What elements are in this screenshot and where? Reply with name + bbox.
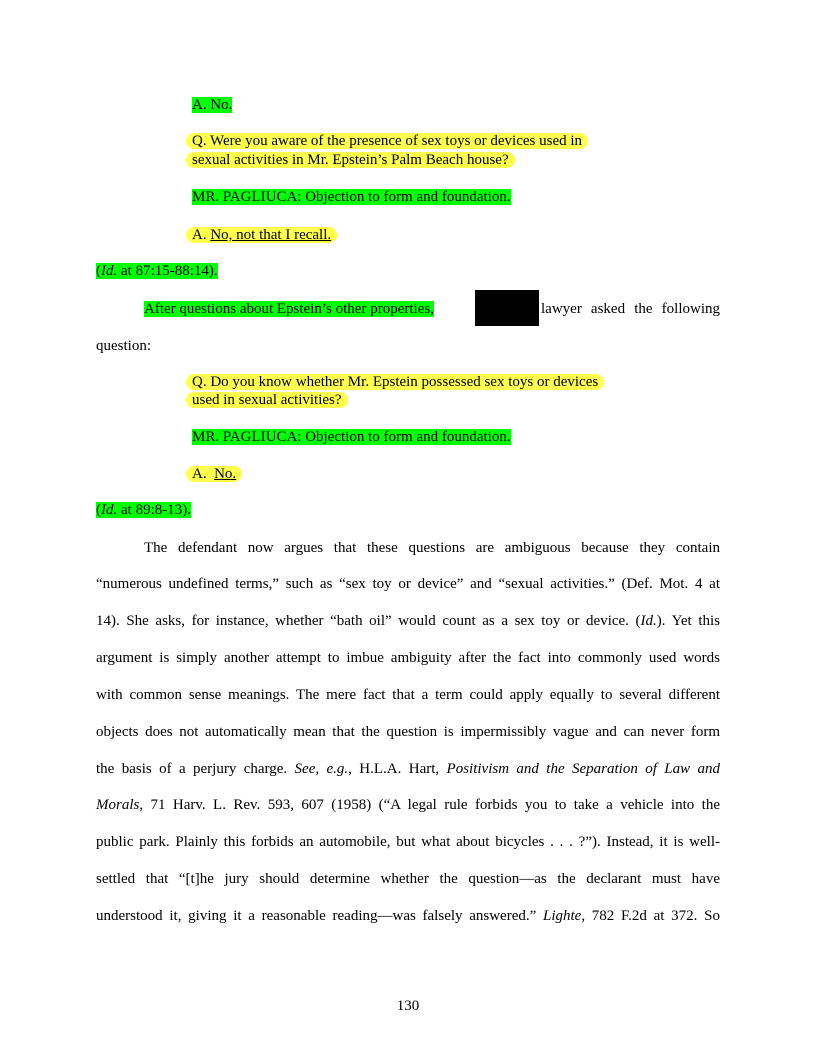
transition-line xyxy=(144,300,434,319)
citation-2-id: Id. xyxy=(101,502,118,518)
page-number: 130 xyxy=(396,998,420,1014)
answer-3-prefix: A. xyxy=(192,466,215,482)
citation-1 xyxy=(96,262,218,281)
body-line-7-see: See, e.g. xyxy=(294,761,349,777)
redaction-box xyxy=(475,290,539,326)
body-line-6-text: objects does not automatically mean that the question is impermissibly vague and can never form xyxy=(96,724,720,740)
body-line-10-text: settled that “[t]he jury should determine whether the question—as the declarant must have xyxy=(96,871,720,887)
body-line-1 xyxy=(144,539,720,558)
answer-2-text: No, not that I recall. xyxy=(210,227,332,243)
citation-2 xyxy=(96,501,191,520)
objection-1 xyxy=(192,188,511,207)
transition-highlighted: After questions about Epstein’s other properties, xyxy=(144,301,434,317)
body-line-3a: 14). She asks, for instance, whether “bath oil” would count as a sex toy or device. ( xyxy=(96,613,641,629)
answer-3-text: No. xyxy=(214,466,237,482)
answer-2 xyxy=(186,226,337,245)
answer-3-highlight xyxy=(186,466,242,482)
body-line-11b: , 782 F.2d at 372. So xyxy=(581,908,720,924)
body-line-11a: understood it, giving it a reasonable reading—was falsely answered.” xyxy=(96,908,543,924)
answer-2-prefix: A. xyxy=(192,227,211,243)
body-line-8-title: Morals xyxy=(96,797,140,813)
question-2-line-2-text: used in sexual activities? xyxy=(186,392,348,408)
body-line-3-id: Id. xyxy=(640,613,657,629)
body-line-11-case: Lighte xyxy=(543,908,582,924)
body-line-7 xyxy=(96,760,720,779)
body-line-9-text: public park. Plainly this forbids an automobile, but what about bicycles . . . ?”). Instead, it is well- xyxy=(96,834,720,850)
answer-no-1 xyxy=(192,96,232,115)
answer-no-1-text: A. No. xyxy=(192,97,233,113)
body-line-7a: the basis of a perjury charge. xyxy=(96,761,295,777)
question-1-line-1 xyxy=(186,132,588,151)
body-line-4 xyxy=(96,649,720,668)
citation-1-id: Id. xyxy=(101,263,118,279)
citation-1-text: (Id. at 87:15-88:14). xyxy=(96,263,218,279)
body-line-9 xyxy=(96,833,720,852)
answer-3 xyxy=(186,465,242,484)
objection-2-text: MR. PAGLIUCA: Objection to form and foundation. xyxy=(192,429,511,445)
question-2-line-1 xyxy=(186,373,604,392)
body-line-10 xyxy=(96,870,720,889)
body-line-3b: ). Yet this xyxy=(656,613,720,629)
question-1-line-2-text: sexual activities in Mr. Epstein’s Palm Beach house? xyxy=(186,152,515,168)
body-line-7-title: Positivism and the Separation of Law and xyxy=(446,761,721,777)
transition-question-word: question: xyxy=(96,338,151,354)
question-1-line-2 xyxy=(186,151,515,170)
transition-rest xyxy=(541,300,720,319)
body-line-5-text: with common sense meanings. The mere fact that a term could apply equally to several different xyxy=(96,687,720,703)
body-line-5 xyxy=(96,686,720,705)
body-line-8b: , 71 Harv. L. Rev. 593, 607 (1958) (“A legal rule forbids you to take a vehicle into the xyxy=(139,797,720,813)
body-line-2 xyxy=(96,575,720,594)
body-line-4-text: argument is simply another attempt to imbue ambiguity after the fact into commonly used words xyxy=(96,650,720,666)
citation-1-rest: at 87:15-88:14). xyxy=(117,263,218,279)
citation-2-text: (Id. at 89:8-13). xyxy=(96,502,191,518)
question-2-line-2 xyxy=(186,391,348,410)
question-2-line-1-text: Q. Do you know whether Mr. Epstein possessed sex toys or devices xyxy=(186,374,604,390)
citation-2-rest: at 89:8-13). xyxy=(117,502,191,518)
question-1-line-1-text: Q. Were you aware of the presence of sex toys or devices used in xyxy=(186,133,588,149)
body-line-2-text: “numerous undefined terms,” such as “sex toy or device” and “sexual activities.” (Def. Mot. 4 at xyxy=(96,576,720,592)
transition-rest-text: lawyer asked the following xyxy=(541,301,720,317)
body-line-8 xyxy=(96,796,720,815)
objection-2 xyxy=(192,428,511,447)
body-line-7b: , H.L.A. Hart, xyxy=(348,761,447,777)
body-line-3 xyxy=(96,612,720,631)
objection-1-text: MR. PAGLIUCA: Objection to form and foundation. xyxy=(192,189,511,205)
body-line-11 xyxy=(96,907,720,926)
body-line-6 xyxy=(96,723,720,742)
answer-2-highlight xyxy=(186,227,337,243)
body-line-1-text: The defendant now argues that these questions are ambiguous because they contain xyxy=(144,540,720,556)
